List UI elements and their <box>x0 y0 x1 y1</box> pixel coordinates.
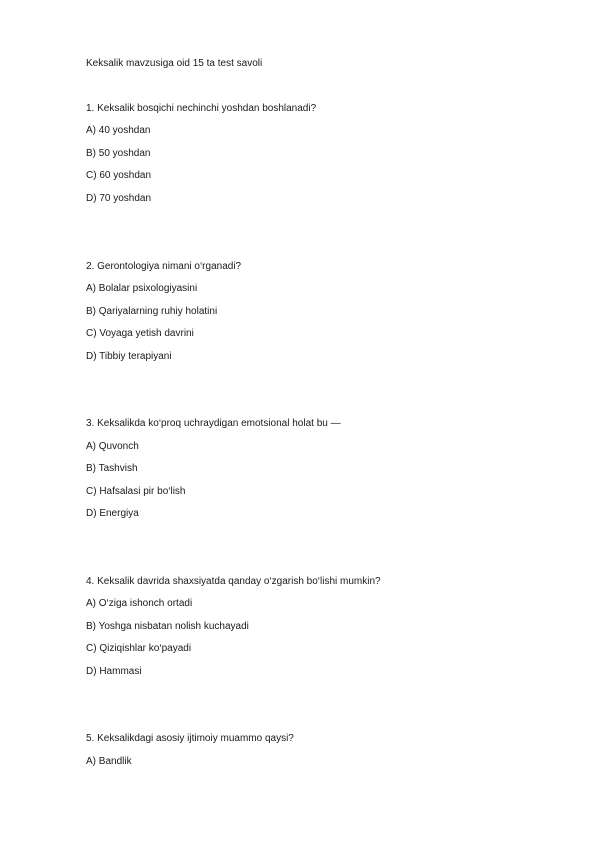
question-1-option-c: C) 60 yoshdan <box>86 170 152 181</box>
question-2-option-a: A) Bolalar psixologiyasini <box>86 283 198 294</box>
question-4-option-d: D) Hammasi <box>86 666 142 677</box>
question-4-option-c: C) Qiziqishlar ko‘payadi <box>86 643 192 654</box>
question-1-option-a: A) 40 yoshdan <box>86 125 151 136</box>
question-4-option-b: B) Yoshga nisbatan nolish kuchayadi <box>86 621 249 632</box>
question-2-option-c: C) Voyaga yetish davrini <box>86 328 194 339</box>
question-3-option-a: A) Quvonch <box>86 441 139 452</box>
question-5-option-a: A) Bandlik <box>86 756 132 767</box>
question-3-option-b: B) Tashvish <box>86 463 138 474</box>
question-1-option-d: D) 70 yoshdan <box>86 193 152 204</box>
question-5-text: 5. Keksalikdagi asosiy ijtimoiy muammo qaysi? <box>86 733 294 744</box>
question-2-option-b: B) Qariyalarning ruhiy holatini <box>86 306 218 317</box>
document-title: Keksalik mavzusiga oid 15 ta test savoli <box>86 58 263 69</box>
question-4-option-a: A) O‘ziga ishonch ortadi <box>86 598 193 609</box>
question-4-text: 4. Keksalik davrida shaxsiyatda qanday o‘zgarish bo‘lishi mumkin? <box>86 576 381 587</box>
question-2-option-d: D) Tibbiy terapiyani <box>86 351 172 362</box>
question-1-option-b: B) 50 yoshdan <box>86 148 151 159</box>
question-3-option-c: C) Hafsalasi pir bo‘lish <box>86 486 186 497</box>
question-3-option-d: D) Energiya <box>86 508 139 519</box>
question-2-text: 2. Gerontologiya nimani o‘rganadi? <box>86 261 242 272</box>
question-1-text: 1. Keksalik bosqichi nechinchi yoshdan boshlanadi? <box>86 103 317 114</box>
question-3-text: 3. Keksalikda ko‘proq uchraydigan emotsional holat bu — <box>86 418 341 429</box>
